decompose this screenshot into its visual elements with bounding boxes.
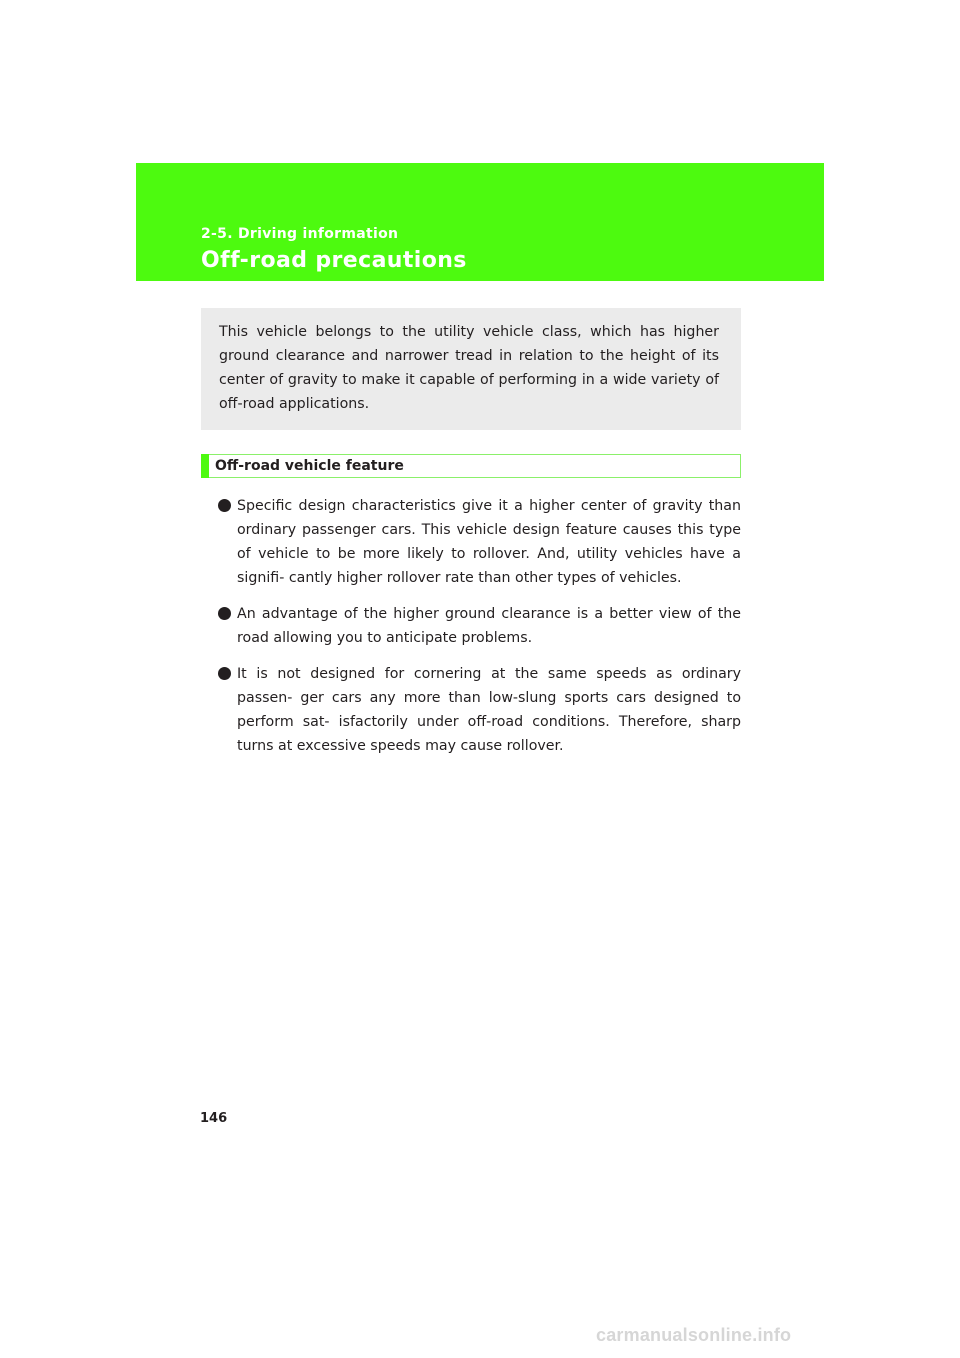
- bullet-text: An advantage of the higher ground clearance is a better view of the road allowing you to anticipate problems.: [237, 606, 741, 646]
- intro-text: This vehicle belongs to the utility vehicle class, which has higher ground clearance and narrower tread in relation to the height of its center of gravity to make it capable of performing in a wide variety of off-road applications.: [219, 324, 719, 412]
- bullet-dot-icon: [218, 667, 231, 680]
- bullet-item: [216, 494, 741, 590]
- bullet-item: [216, 602, 741, 650]
- bullet-dot-icon: [218, 499, 231, 512]
- subsection-heading: [201, 454, 741, 478]
- page-title: Off-road precautions: [201, 248, 467, 273]
- subsection-accent-bar: [201, 454, 209, 478]
- bullet-item: [216, 662, 741, 758]
- subsection-title: Off-road vehicle feature: [215, 458, 404, 474]
- page-number: 146: [200, 1111, 228, 1126]
- section-label: 2-5. Driving information: [201, 226, 399, 242]
- feature-bullet-list: [216, 494, 741, 770]
- bullet-text: It is not designed for cornering at the same speeds as ordinary passen- ger cars any more than low-slung sports cars designed to perform sat- isfactorily under off-road conditions. Therefore, sharp turns at excessive speeds may cause rollover.: [237, 666, 741, 754]
- intro-box: [201, 308, 741, 430]
- watermark: carmanualsonline.info: [596, 1325, 792, 1345]
- bullet-dot-icon: [218, 607, 231, 620]
- bullet-text: Specific design characteristics give it a higher center of gravity than ordinary passenger cars. This vehicle design feature causes this type of vehicle to be more likely to rollover. And, utility vehicles have a signifi- cantly higher rollover rate than other types of vehicles.: [237, 498, 741, 586]
